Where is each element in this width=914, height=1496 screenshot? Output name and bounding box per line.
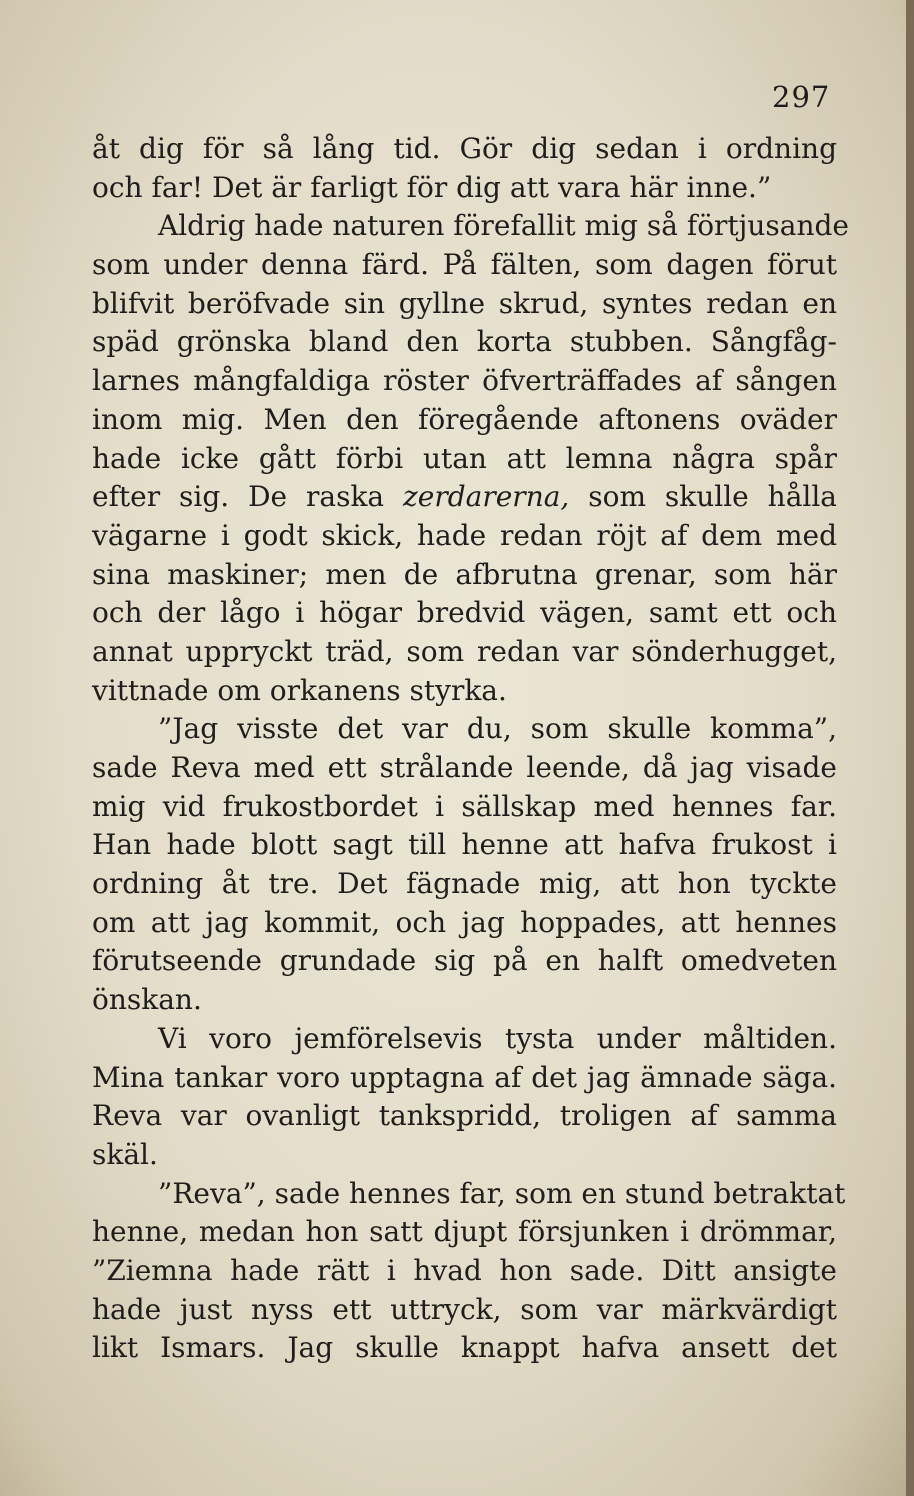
text-line: hade just nyss ett uttryck, som var märkvärdigt [92,1292,837,1326]
text-line: vägarne i godt skick, hade redan röjt af dem med [92,518,837,552]
text-line: inom mig. Men den föregående aftonens oväder [92,402,837,436]
text-line: om att jag kommit, och jag hoppades, att hennes [92,905,837,939]
italic-word: zerdarerna, [403,480,570,514]
text-line [92,478,837,517]
text-line: Mina tankar voro upptagna af det jag ämnade säga. [92,1060,837,1094]
text-line: förutseende grundade sig på en halft omedveten [92,944,837,978]
text-line: Han hade blott sagt till henne att hafva frukost i [92,828,837,862]
text-segment: som skulle hålla [569,480,837,514]
text-line: sade Reva med ett strålande leende, då jag visade [92,751,837,784]
text-line: Aldrig hade naturen förefallit mig så förtjusande [158,209,849,243]
text-line: sina maskiner; men de afbrutna grenar, som här [92,557,837,591]
text-line: annat uppryckt träd, som redan var sönderhugget, [92,634,837,668]
text-line: vittnade om orkanens styrka. [92,673,507,707]
text-line: åt dig för så lång tid. Gör dig sedan i ordning [92,132,837,165]
text-line: späd grönska bland den korta stubben. Sångfåg- [92,325,837,359]
text-line: ”Reva”, sade hennes far, som en stund betraktat [158,1176,846,1210]
text-line: ”Ziemna hade rätt i hvad hon sade. Ditt ansigte [92,1253,837,1287]
text-line: ”Jag visste det var du, som skulle komma”, [158,712,837,746]
text-line: som under denna färd. På fälten, som dagen förut [92,248,837,282]
body-text [92,130,849,1368]
text-line: Reva var ovanligt tankspridd, troligen af samma [92,1099,837,1133]
page-number: 297 [772,80,831,114]
text-line: henne, medan hon satt djupt försjunken i drömmar, [92,1215,837,1249]
text-line: och far! Det är farligt för dig att vara här inne.” [92,170,772,204]
text-line: mig vid frukostbordet i sällskap med hennes far. [92,789,837,823]
text-segment: efter sig. De raska [92,480,404,514]
text-line: önskan. [92,983,202,1017]
text-line: hade icke gått förbi utan att lemna några spår [92,441,837,475]
text-line: Vi voro jemförelsevis tysta under måltiden. [158,1021,837,1055]
text-line: blifvit beröfvade sin gyllne skrud, syntes redan en [92,286,837,320]
text-line: ordning åt tre. Det fägnade mig, att hon tyckte [92,867,837,901]
text-line: och der lågo i högar bredvid vägen, samt ett och [92,596,837,630]
text-line: larnes mångfaldiga röster öfverträffades af sången [92,364,837,398]
text-line: skäl. [92,1137,158,1171]
text-line: likt Ismars. Jag skulle knappt hafva ansett det [92,1331,837,1365]
